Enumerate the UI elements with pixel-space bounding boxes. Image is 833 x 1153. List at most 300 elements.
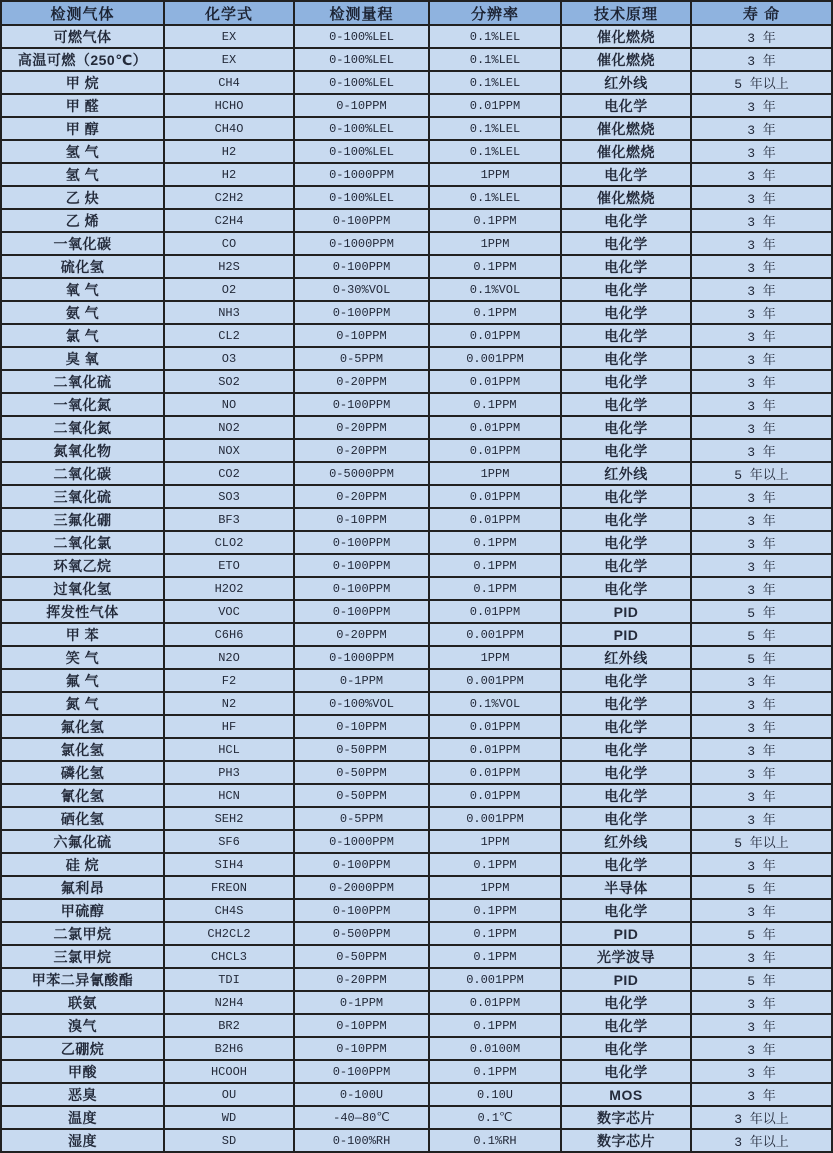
cell-principle: PID	[561, 922, 691, 945]
cell-principle: 电化学	[561, 94, 691, 117]
cell-resolution: 1PPM	[429, 876, 561, 899]
column-header-gas: 检测气体	[1, 1, 164, 25]
table-row	[1, 692, 832, 715]
cell-gas-name: 氢 气	[1, 140, 164, 163]
cell-resolution: 0.01PPM	[429, 416, 561, 439]
cell-formula: N2H4	[164, 991, 294, 1014]
cell-principle: 电化学	[561, 669, 691, 692]
cell-principle: PID	[561, 623, 691, 646]
cell-formula: C6H6	[164, 623, 294, 646]
cell-range: 0-100%LEL	[294, 25, 429, 48]
cell-formula: CHCL3	[164, 945, 294, 968]
column-header-resolution: 分辨率	[429, 1, 561, 25]
cell-formula: B2H6	[164, 1037, 294, 1060]
cell-range: 0-100%LEL	[294, 48, 429, 71]
cell-gas-name: 可燃气体	[1, 25, 164, 48]
cell-principle: 半导体	[561, 876, 691, 899]
cell-lifespan: 3 年	[691, 991, 832, 1014]
table-row	[1, 784, 832, 807]
cell-formula: HCOOH	[164, 1060, 294, 1083]
table-row	[1, 209, 832, 232]
table-row	[1, 117, 832, 140]
cell-lifespan: 3 年	[691, 738, 832, 761]
cell-principle: 催化燃烧	[561, 117, 691, 140]
cell-principle: 催化燃烧	[561, 140, 691, 163]
cell-gas-name: 温度	[1, 1106, 164, 1129]
cell-range: 0-100PPM	[294, 899, 429, 922]
cell-range: 0-100%LEL	[294, 117, 429, 140]
cell-range: 0-100PPM	[294, 554, 429, 577]
cell-principle: 电化学	[561, 784, 691, 807]
cell-resolution: 0.1%LEL	[429, 186, 561, 209]
cell-principle: 电化学	[561, 738, 691, 761]
cell-range: 0-10PPM	[294, 1037, 429, 1060]
cell-range: 0-100PPM	[294, 577, 429, 600]
cell-principle: 红外线	[561, 830, 691, 853]
cell-gas-name: 硫化氢	[1, 255, 164, 278]
cell-lifespan: 3 年	[691, 508, 832, 531]
cell-range: 0-1000PPM	[294, 646, 429, 669]
cell-range: 0-100%LEL	[294, 71, 429, 94]
cell-gas-name: 硅 烷	[1, 853, 164, 876]
cell-lifespan: 5 年	[691, 968, 832, 991]
cell-resolution: 0.1%LEL	[429, 71, 561, 94]
cell-formula: CO	[164, 232, 294, 255]
cell-gas-name: 氮氧化物	[1, 439, 164, 462]
cell-lifespan: 3 年	[691, 715, 832, 738]
table-row	[1, 669, 832, 692]
table-row	[1, 1037, 832, 1060]
column-header-principle: 技术原理	[561, 1, 691, 25]
cell-range: 0-100PPM	[294, 531, 429, 554]
cell-principle: 电化学	[561, 531, 691, 554]
table-row	[1, 922, 832, 945]
cell-range: 0-10PPM	[294, 715, 429, 738]
cell-lifespan: 5 年	[691, 876, 832, 899]
cell-principle: 电化学	[561, 899, 691, 922]
cell-formula: N2O	[164, 646, 294, 669]
table-row	[1, 531, 832, 554]
cell-formula: H2O2	[164, 577, 294, 600]
cell-principle: 电化学	[561, 255, 691, 278]
table-row	[1, 876, 832, 899]
cell-lifespan: 3 年	[691, 784, 832, 807]
cell-formula: NO2	[164, 416, 294, 439]
cell-range: 0-1000PPM	[294, 163, 429, 186]
cell-formula: C2H4	[164, 209, 294, 232]
cell-lifespan: 3 年	[691, 140, 832, 163]
cell-lifespan: 3 年以上	[691, 1106, 832, 1129]
table-row	[1, 71, 832, 94]
cell-resolution: 0.01PPM	[429, 761, 561, 784]
cell-lifespan: 5 年	[691, 623, 832, 646]
cell-formula: HCL	[164, 738, 294, 761]
table-row	[1, 853, 832, 876]
cell-range: 0-10PPM	[294, 508, 429, 531]
cell-range: 0-5PPM	[294, 347, 429, 370]
cell-lifespan: 3 年	[691, 163, 832, 186]
cell-principle: 催化燃烧	[561, 48, 691, 71]
table-row	[1, 600, 832, 623]
cell-resolution: 0.01PPM	[429, 324, 561, 347]
cell-range: 0-30%VOL	[294, 278, 429, 301]
cell-gas-name: 过氧化氢	[1, 577, 164, 600]
cell-formula: EX	[164, 25, 294, 48]
cell-lifespan: 3 年	[691, 232, 832, 255]
cell-gas-name: 环氧乙烷	[1, 554, 164, 577]
table-row	[1, 439, 832, 462]
table-body	[1, 25, 832, 1152]
cell-range: 0-500PPM	[294, 922, 429, 945]
cell-range: 0-50PPM	[294, 945, 429, 968]
cell-resolution: 0.01PPM	[429, 485, 561, 508]
cell-formula: SEH2	[164, 807, 294, 830]
cell-principle: 电化学	[561, 1014, 691, 1037]
cell-formula: CLO2	[164, 531, 294, 554]
cell-resolution: 0.1PPM	[429, 554, 561, 577]
cell-gas-name: 湿度	[1, 1129, 164, 1152]
cell-formula: O3	[164, 347, 294, 370]
cell-gas-name: 三氯甲烷	[1, 945, 164, 968]
cell-range: 0-1PPM	[294, 991, 429, 1014]
cell-formula: SD	[164, 1129, 294, 1152]
cell-principle: 光学波导	[561, 945, 691, 968]
cell-gas-name: 氯化氢	[1, 738, 164, 761]
cell-resolution: 0.1%LEL	[429, 25, 561, 48]
table-row	[1, 508, 832, 531]
cell-range: 0-100%RH	[294, 1129, 429, 1152]
cell-lifespan: 3 年	[691, 278, 832, 301]
cell-range: 0-100%VOL	[294, 692, 429, 715]
cell-principle: 数字芯片	[561, 1129, 691, 1152]
cell-formula: VOC	[164, 600, 294, 623]
cell-gas-name: 氧 气	[1, 278, 164, 301]
table-row	[1, 25, 832, 48]
cell-gas-name: 氟利昂	[1, 876, 164, 899]
cell-formula: H2	[164, 163, 294, 186]
cell-lifespan: 3 年	[691, 899, 832, 922]
cell-lifespan: 3 年	[691, 94, 832, 117]
cell-gas-name: 臭 氧	[1, 347, 164, 370]
cell-resolution: 0.01PPM	[429, 600, 561, 623]
cell-principle: 电化学	[561, 1037, 691, 1060]
table-row	[1, 1083, 832, 1106]
cell-formula: CH2CL2	[164, 922, 294, 945]
cell-gas-name: 甲酸	[1, 1060, 164, 1083]
table-row	[1, 577, 832, 600]
column-header-formula: 化学式	[164, 1, 294, 25]
cell-resolution: 0.001PPM	[429, 807, 561, 830]
cell-gas-name: 甲硫醇	[1, 899, 164, 922]
cell-range: 0-20PPM	[294, 968, 429, 991]
cell-resolution: 0.1PPM	[429, 393, 561, 416]
cell-formula: CL2	[164, 324, 294, 347]
cell-principle: 电化学	[561, 370, 691, 393]
cell-resolution: 0.001PPM	[429, 968, 561, 991]
cell-principle: 电化学	[561, 761, 691, 784]
cell-resolution: 0.1PPM	[429, 1014, 561, 1037]
cell-principle: MOS	[561, 1083, 691, 1106]
cell-range: 0-100%LEL	[294, 140, 429, 163]
cell-resolution: 0.1PPM	[429, 531, 561, 554]
cell-resolution: 0.1PPM	[429, 301, 561, 324]
cell-formula: SO2	[164, 370, 294, 393]
cell-principle: 电化学	[561, 853, 691, 876]
cell-formula: CH4S	[164, 899, 294, 922]
cell-principle: 电化学	[561, 301, 691, 324]
cell-principle: 电化学	[561, 232, 691, 255]
cell-principle: 电化学	[561, 554, 691, 577]
cell-range: 0-2000PPM	[294, 876, 429, 899]
cell-resolution: 0.1%LEL	[429, 48, 561, 71]
cell-resolution: 0.01PPM	[429, 439, 561, 462]
cell-gas-name: 二氧化氮	[1, 416, 164, 439]
cell-principle: 电化学	[561, 347, 691, 370]
cell-resolution: 0.1%VOL	[429, 692, 561, 715]
cell-lifespan: 3 年	[691, 853, 832, 876]
cell-formula: CH4O	[164, 117, 294, 140]
cell-lifespan: 3 年	[691, 669, 832, 692]
cell-gas-name: 溴气	[1, 1014, 164, 1037]
cell-range: 0-10PPM	[294, 324, 429, 347]
cell-resolution: 1PPM	[429, 163, 561, 186]
cell-lifespan: 3 年	[691, 531, 832, 554]
cell-formula: FREON	[164, 876, 294, 899]
cell-lifespan: 3 年	[691, 439, 832, 462]
cell-range: 0-50PPM	[294, 738, 429, 761]
cell-gas-name: 三氧化硫	[1, 485, 164, 508]
cell-principle: 电化学	[561, 692, 691, 715]
cell-principle: 电化学	[561, 324, 691, 347]
cell-resolution: 0.01PPM	[429, 784, 561, 807]
cell-lifespan: 3 年	[691, 186, 832, 209]
cell-lifespan: 3 年	[691, 1083, 832, 1106]
table-row	[1, 462, 832, 485]
table-row	[1, 255, 832, 278]
cell-principle: 电化学	[561, 163, 691, 186]
cell-resolution: 0.001PPM	[429, 669, 561, 692]
table-row	[1, 554, 832, 577]
table-row	[1, 232, 832, 255]
cell-gas-name: 乙硼烷	[1, 1037, 164, 1060]
cell-principle: 电化学	[561, 393, 691, 416]
cell-principle: 电化学	[561, 416, 691, 439]
cell-principle: PID	[561, 600, 691, 623]
cell-lifespan: 3 年	[691, 1037, 832, 1060]
cell-resolution: 0.10U	[429, 1083, 561, 1106]
table-row	[1, 945, 832, 968]
cell-formula: NOX	[164, 439, 294, 462]
cell-lifespan: 3 年以上	[691, 1129, 832, 1152]
cell-range: 0-100PPM	[294, 393, 429, 416]
cell-range: 0-10PPM	[294, 1014, 429, 1037]
cell-formula: H2	[164, 140, 294, 163]
cell-resolution: 0.01PPM	[429, 738, 561, 761]
cell-formula: SIH4	[164, 853, 294, 876]
cell-range: 0-20PPM	[294, 439, 429, 462]
cell-formula: HCHO	[164, 94, 294, 117]
cell-gas-name: 氰化氢	[1, 784, 164, 807]
cell-resolution: 0.001PPM	[429, 347, 561, 370]
table-row	[1, 393, 832, 416]
cell-gas-name: 二氧化氯	[1, 531, 164, 554]
cell-principle: 电化学	[561, 439, 691, 462]
cell-lifespan: 3 年	[691, 255, 832, 278]
cell-formula: O2	[164, 278, 294, 301]
cell-resolution: 0.001PPM	[429, 623, 561, 646]
cell-range: 0-100U	[294, 1083, 429, 1106]
cell-lifespan: 5 年	[691, 922, 832, 945]
cell-resolution: 1PPM	[429, 830, 561, 853]
cell-resolution: 0.1PPM	[429, 209, 561, 232]
cell-gas-name: 一氧化氮	[1, 393, 164, 416]
cell-gas-name: 高温可燃（250℃）	[1, 48, 164, 71]
cell-formula: HF	[164, 715, 294, 738]
cell-gas-name: 氯 气	[1, 324, 164, 347]
table-row	[1, 899, 832, 922]
cell-resolution: 0.1PPM	[429, 255, 561, 278]
cell-formula: H2S	[164, 255, 294, 278]
cell-range: 0-5PPM	[294, 807, 429, 830]
table-row	[1, 646, 832, 669]
cell-range: 0-100PPM	[294, 209, 429, 232]
table-row	[1, 991, 832, 1014]
table-row	[1, 807, 832, 830]
cell-resolution: 0.1PPM	[429, 899, 561, 922]
cell-resolution: 0.1PPM	[429, 853, 561, 876]
cell-formula: SF6	[164, 830, 294, 853]
column-header-lifespan: 寿 命	[691, 1, 832, 25]
cell-gas-name: 硒化氢	[1, 807, 164, 830]
table-row	[1, 370, 832, 393]
cell-resolution: 0.1PPM	[429, 577, 561, 600]
cell-resolution: 1PPM	[429, 646, 561, 669]
cell-resolution: 0.1PPM	[429, 1060, 561, 1083]
cell-range: 0-1000PPM	[294, 830, 429, 853]
cell-gas-name: 乙 炔	[1, 186, 164, 209]
cell-resolution: 0.1%LEL	[429, 117, 561, 140]
cell-formula: EX	[164, 48, 294, 71]
cell-lifespan: 3 年	[691, 416, 832, 439]
table-row	[1, 347, 832, 370]
cell-lifespan: 5 年	[691, 600, 832, 623]
cell-formula: TDI	[164, 968, 294, 991]
cell-gas-name: 二氯甲烷	[1, 922, 164, 945]
table-row	[1, 738, 832, 761]
cell-lifespan: 3 年	[691, 370, 832, 393]
table-row	[1, 278, 832, 301]
cell-lifespan: 3 年	[691, 1060, 832, 1083]
cell-lifespan: 5 年以上	[691, 71, 832, 94]
cell-principle: 催化燃烧	[561, 25, 691, 48]
cell-principle: 红外线	[561, 646, 691, 669]
cell-range: 0-100PPM	[294, 1060, 429, 1083]
cell-range: 0-100PPM	[294, 853, 429, 876]
cell-principle: PID	[561, 968, 691, 991]
cell-range: 0-100PPM	[294, 600, 429, 623]
table-row	[1, 715, 832, 738]
cell-lifespan: 3 年	[691, 209, 832, 232]
cell-principle: 催化燃烧	[561, 186, 691, 209]
cell-range: 0-20PPM	[294, 623, 429, 646]
cell-principle: 电化学	[561, 715, 691, 738]
cell-formula: SO3	[164, 485, 294, 508]
cell-formula: N2	[164, 692, 294, 715]
cell-lifespan: 5 年	[691, 646, 832, 669]
cell-principle: 电化学	[561, 508, 691, 531]
cell-gas-name: 甲苯二异氰酸酯	[1, 968, 164, 991]
cell-range: 0-1PPM	[294, 669, 429, 692]
cell-gas-name: 磷化氢	[1, 761, 164, 784]
column-header-range: 检测量程	[294, 1, 429, 25]
cell-range: 0-5000PPM	[294, 462, 429, 485]
cell-gas-name: 氢 气	[1, 163, 164, 186]
cell-range: 0-100%LEL	[294, 186, 429, 209]
table-row	[1, 186, 832, 209]
cell-range: 0-50PPM	[294, 761, 429, 784]
cell-range: 0-100PPM	[294, 301, 429, 324]
cell-gas-name: 氟 气	[1, 669, 164, 692]
table-row	[1, 1060, 832, 1083]
cell-resolution: 0.01PPM	[429, 508, 561, 531]
cell-formula: PH3	[164, 761, 294, 784]
cell-resolution: 0.1%VOL	[429, 278, 561, 301]
cell-lifespan: 3 年	[691, 48, 832, 71]
cell-range: -40—80℃	[294, 1106, 429, 1129]
cell-lifespan: 3 年	[691, 25, 832, 48]
cell-gas-name: 笑 气	[1, 646, 164, 669]
cell-resolution: 0.1PPM	[429, 922, 561, 945]
cell-gas-name: 六氟化硫	[1, 830, 164, 853]
table-row	[1, 1129, 832, 1152]
table-row	[1, 324, 832, 347]
cell-formula: NH3	[164, 301, 294, 324]
cell-lifespan: 3 年	[691, 347, 832, 370]
table-row	[1, 140, 832, 163]
table-row	[1, 968, 832, 991]
cell-gas-name: 联氨	[1, 991, 164, 1014]
cell-principle: 电化学	[561, 577, 691, 600]
cell-resolution: 0.0100M	[429, 1037, 561, 1060]
cell-principle: 电化学	[561, 485, 691, 508]
table-row	[1, 94, 832, 117]
cell-gas-name: 二氧化碳	[1, 462, 164, 485]
cell-formula: HCN	[164, 784, 294, 807]
cell-resolution: 1PPM	[429, 462, 561, 485]
cell-principle: 电化学	[561, 278, 691, 301]
cell-resolution: 0.1PPM	[429, 945, 561, 968]
cell-resolution: 1PPM	[429, 232, 561, 255]
cell-range: 0-50PPM	[294, 784, 429, 807]
cell-range: 0-20PPM	[294, 370, 429, 393]
table-row	[1, 1014, 832, 1037]
cell-formula: NO	[164, 393, 294, 416]
table-row	[1, 761, 832, 784]
cell-lifespan: 3 年	[691, 945, 832, 968]
cell-resolution: 0.1%RH	[429, 1129, 561, 1152]
cell-gas-name: 甲 醛	[1, 94, 164, 117]
cell-resolution: 0.01PPM	[429, 715, 561, 738]
cell-lifespan: 3 年	[691, 1014, 832, 1037]
cell-lifespan: 3 年	[691, 692, 832, 715]
cell-principle: 电化学	[561, 807, 691, 830]
cell-lifespan: 5 年以上	[691, 462, 832, 485]
table-row	[1, 623, 832, 646]
table-row	[1, 163, 832, 186]
cell-lifespan: 3 年	[691, 807, 832, 830]
cell-range: 0-20PPM	[294, 416, 429, 439]
table-row	[1, 416, 832, 439]
